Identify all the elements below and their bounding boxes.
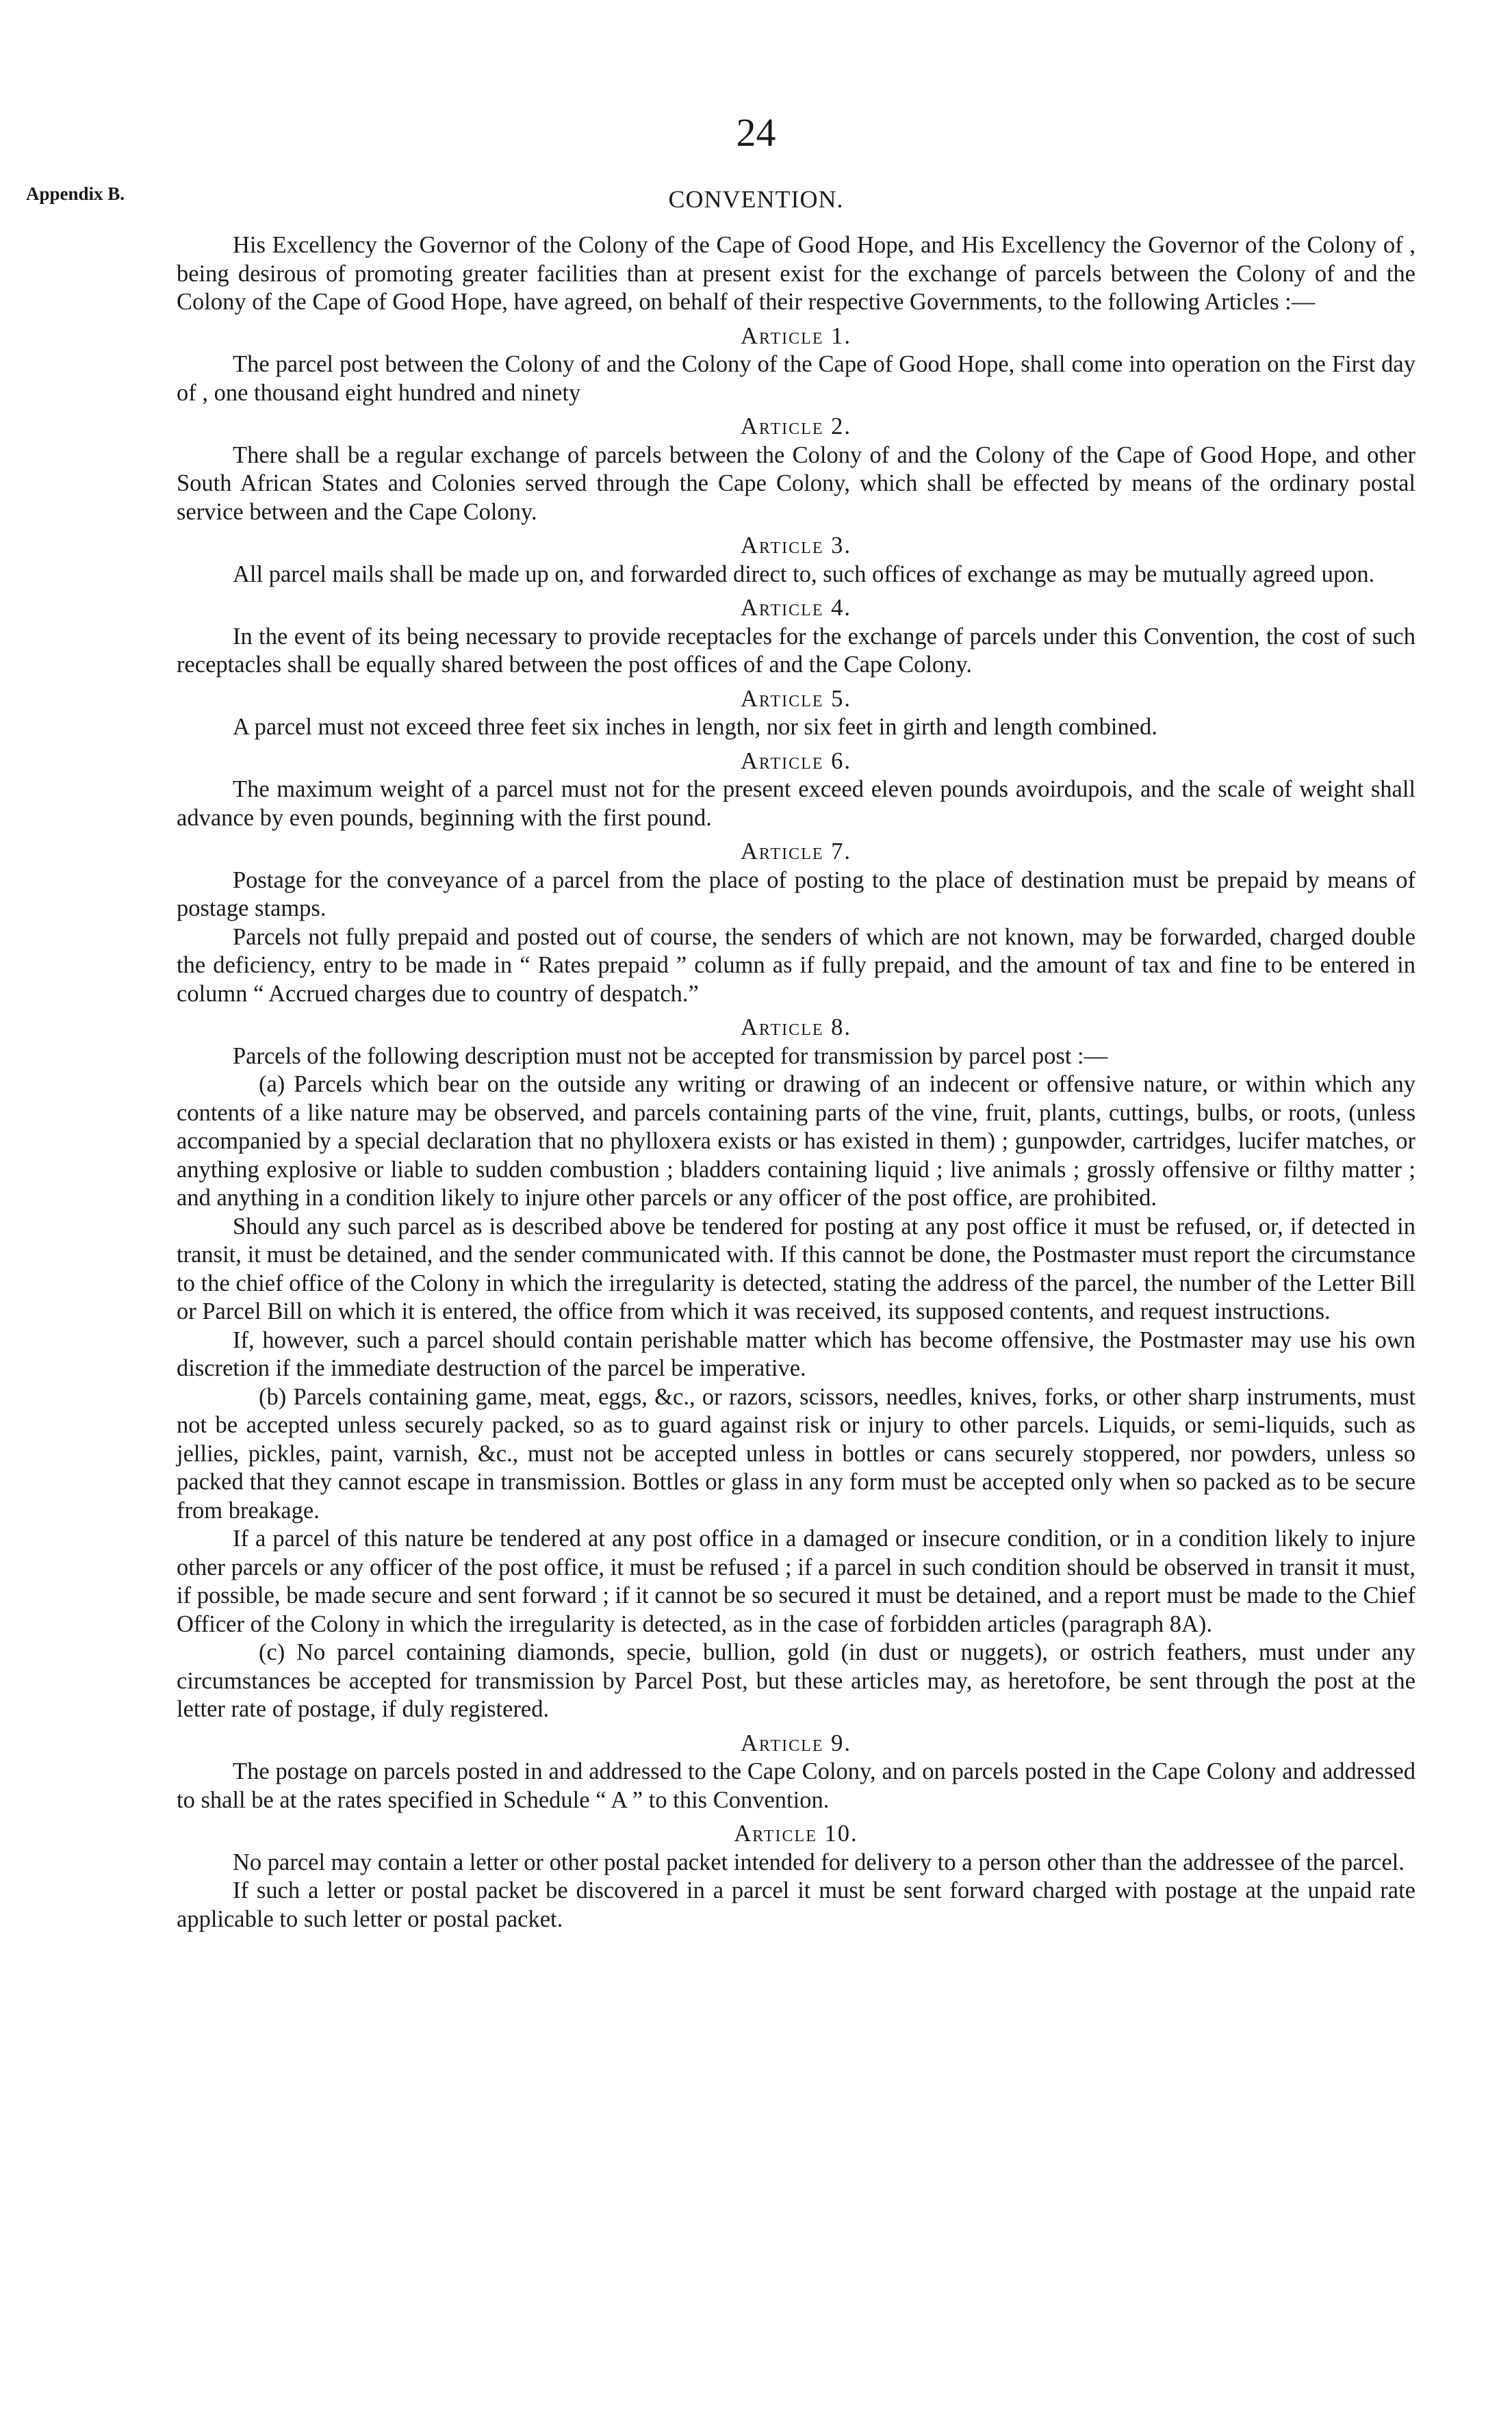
article-5-paragraph: A parcel must not exceed three feet six inches in length, nor six feet in girth and length combined.	[233, 714, 1157, 740]
article-8-clause-b: (b) Parcels containing game, meat, eggs, &c., or razors, scissors, needles, knives, forks, or other sharp instruments, must not be accepted unless securely packed, so as to guard against risk or injury to other parcels. Liquids, or semi-liquids, such as jellies, pickles, paint, varnish, &c., must not be accepted unless in bottles or cans securely stoppered, nor powders, unless so packed that they cannot escape in transmission. Bottles or glass in any form must be accepted only when so packed as to be secure from breakage.	[177, 1383, 1415, 1524]
article-3-heading: Article 3.	[741, 533, 851, 559]
article-9-heading: Article 9.	[741, 1730, 851, 1756]
intro-paragraph: His Excellency the Governor of the Colony of the Cape of Good Hope, and His Excellency the Governor of the Colony of , being desirous of promoting greater facilities than at present exist for the exchange of parcels between the Colony of and the Colony of the Cape of Good Hope, have agreed, on behalf of their respective Governments, to the following Articles :—	[177, 232, 1415, 315]
article-8-paragraph: If, however, such a parcel should contain perishable matter which has become offensive, the Postmaster may use his own discretion if the immediate destruction of the parcel be imperative.	[177, 1326, 1415, 1381]
document-title: CONVENTION.	[668, 185, 844, 213]
article-10-paragraph: If such a letter or postal packet be discovered in a parcel it must be sent forward charged with postage at the unpaid rate applicable to such letter or postal packet.	[177, 1877, 1415, 1932]
convention-body	[177, 231, 1415, 1934]
article-8-paragraph: If a parcel of this nature be tendered at any post office in a damaged or insecure condition, or in a condition likely to injure other parcels or any officer of the post office, it must be refused ; if a parcel in such condition should be observed in transit it must, if possible, be made secure and sent forward ; if it cannot be so secured it must be detained, and a report must be made to the Chief Officer of the Colony in which the irregularity is detected, as in the case of forbidden articles (paragraph 8A).	[177, 1526, 1415, 1637]
article-1-heading: Article 1.	[741, 322, 851, 349]
article-8-clause-a: (a) Parcels which bear on the outside any writing or drawing of an indecent or offensive nature, or within which any contents of a like nature may be observed, and parcels containing parts of the vine, fruit, plants, cuttings, bulbs, or roots, (unless accompanied by a special declaration that no phylloxera exists or has existed in them) ; gunpowder, cartridges, lucifer matches, or anything explosive or liable to sudden combustion ; bladders containing liquid ; live animals ; grossly offensive or filthy matter ; and anything in a condition likely to injure other parcels or any officer of the post office, are prohibited.	[177, 1071, 1415, 1211]
article-8-paragraph: Parcels of the following description must not be accepted for transmission by parcel post :—	[233, 1042, 1108, 1069]
article-2-paragraph: There shall be a regular exchange of parcels between the Colony of and the Colony of the Cape of Good Hope, and other South African States and Colonies served through the Cape Colony, which shall be effected by means of the ordinary postal service between and the Cape Colony.	[177, 441, 1415, 525]
article-5-heading: Article 5.	[741, 685, 851, 712]
article-8-paragraph: Should any such parcel as is described above be tendered for posting at any post office it must be refused, or, if detected in transit, it must be detained, and the sender communicated with. If this cannot be done, the Postmaster must report the circumstance to the chief office of the Colony in which the irregularity is detected, stating the address of the parcel, the number of the Letter Bill or Parcel Bill on which it is entered, the office from which it was received, its supposed contents, and request instructions.	[177, 1213, 1415, 1324]
article-6-paragraph: The maximum weight of a parcel must not for the present exceed eleven pounds avoirdupois, and the scale of weight shall advance by even pounds, beginning with the first pound.	[177, 776, 1415, 831]
article-8-clause-c: (c) No parcel containing diamonds, specie, bullion, gold (in dust or nuggets), or ostrich feathers, must under any circumstances be accepted for transmission by Parcel Post, but these articles may, as heretofore, be sent through the post at the letter rate of postage, if duly registered.	[177, 1639, 1415, 1722]
article-7-paragraph: Postage for the conveyance of a parcel from the place of posting to the place of destination must be prepaid by means of postage stamps.	[177, 867, 1415, 921]
article-3-paragraph: All parcel mails shall be made up on, and forwarded direct to, such offices of exchange as may be mutually agreed upon.	[233, 561, 1375, 587]
article-1-paragraph: The parcel post between the Colony of and the Colony of the Cape of Good Hope, shall come into operation on the First day of , one thousand eight hundred and ninety	[177, 351, 1415, 406]
article-4-heading: Article 4.	[741, 595, 851, 621]
article-2-heading: Article 2.	[741, 413, 851, 439]
article-7-heading: Article 7.	[741, 838, 851, 864]
article-7-paragraph: Parcels not fully prepaid and posted out of course, the senders of which are not known, may be forwarded, charged double the deficiency, entry to be made in “ Rates prepaid ” column as if fully prepaid, and the amount of tax and fine to be entered in column “ Accrued charges due to country of despatch.”	[177, 923, 1415, 1007]
page-number: 24	[736, 110, 776, 155]
appendix-label: Appendix B.	[26, 183, 125, 204]
article-6-heading: Article 6.	[741, 747, 851, 774]
article-4-paragraph: In the event of its being necessary to provide receptacles for the exchange of parcels under this Convention, the cost of such receptacles shall be equally shared between the post offices of and the Cape Colony.	[177, 623, 1415, 678]
article-10-paragraph: No parcel may contain a letter or other postal packet intended for delivery to a person other than the addressee of the parcel.	[233, 1849, 1405, 1875]
article-9-paragraph: The postage on parcels posted in and addressed to the Cape Colony, and on parcels posted in the Cape Colony and addressed to shall be at the rates specified in Schedule “ A ” to this Convention.	[177, 1758, 1415, 1813]
article-8-heading: Article 8.	[741, 1014, 851, 1040]
article-10-heading: Article 10.	[734, 1821, 858, 1847]
